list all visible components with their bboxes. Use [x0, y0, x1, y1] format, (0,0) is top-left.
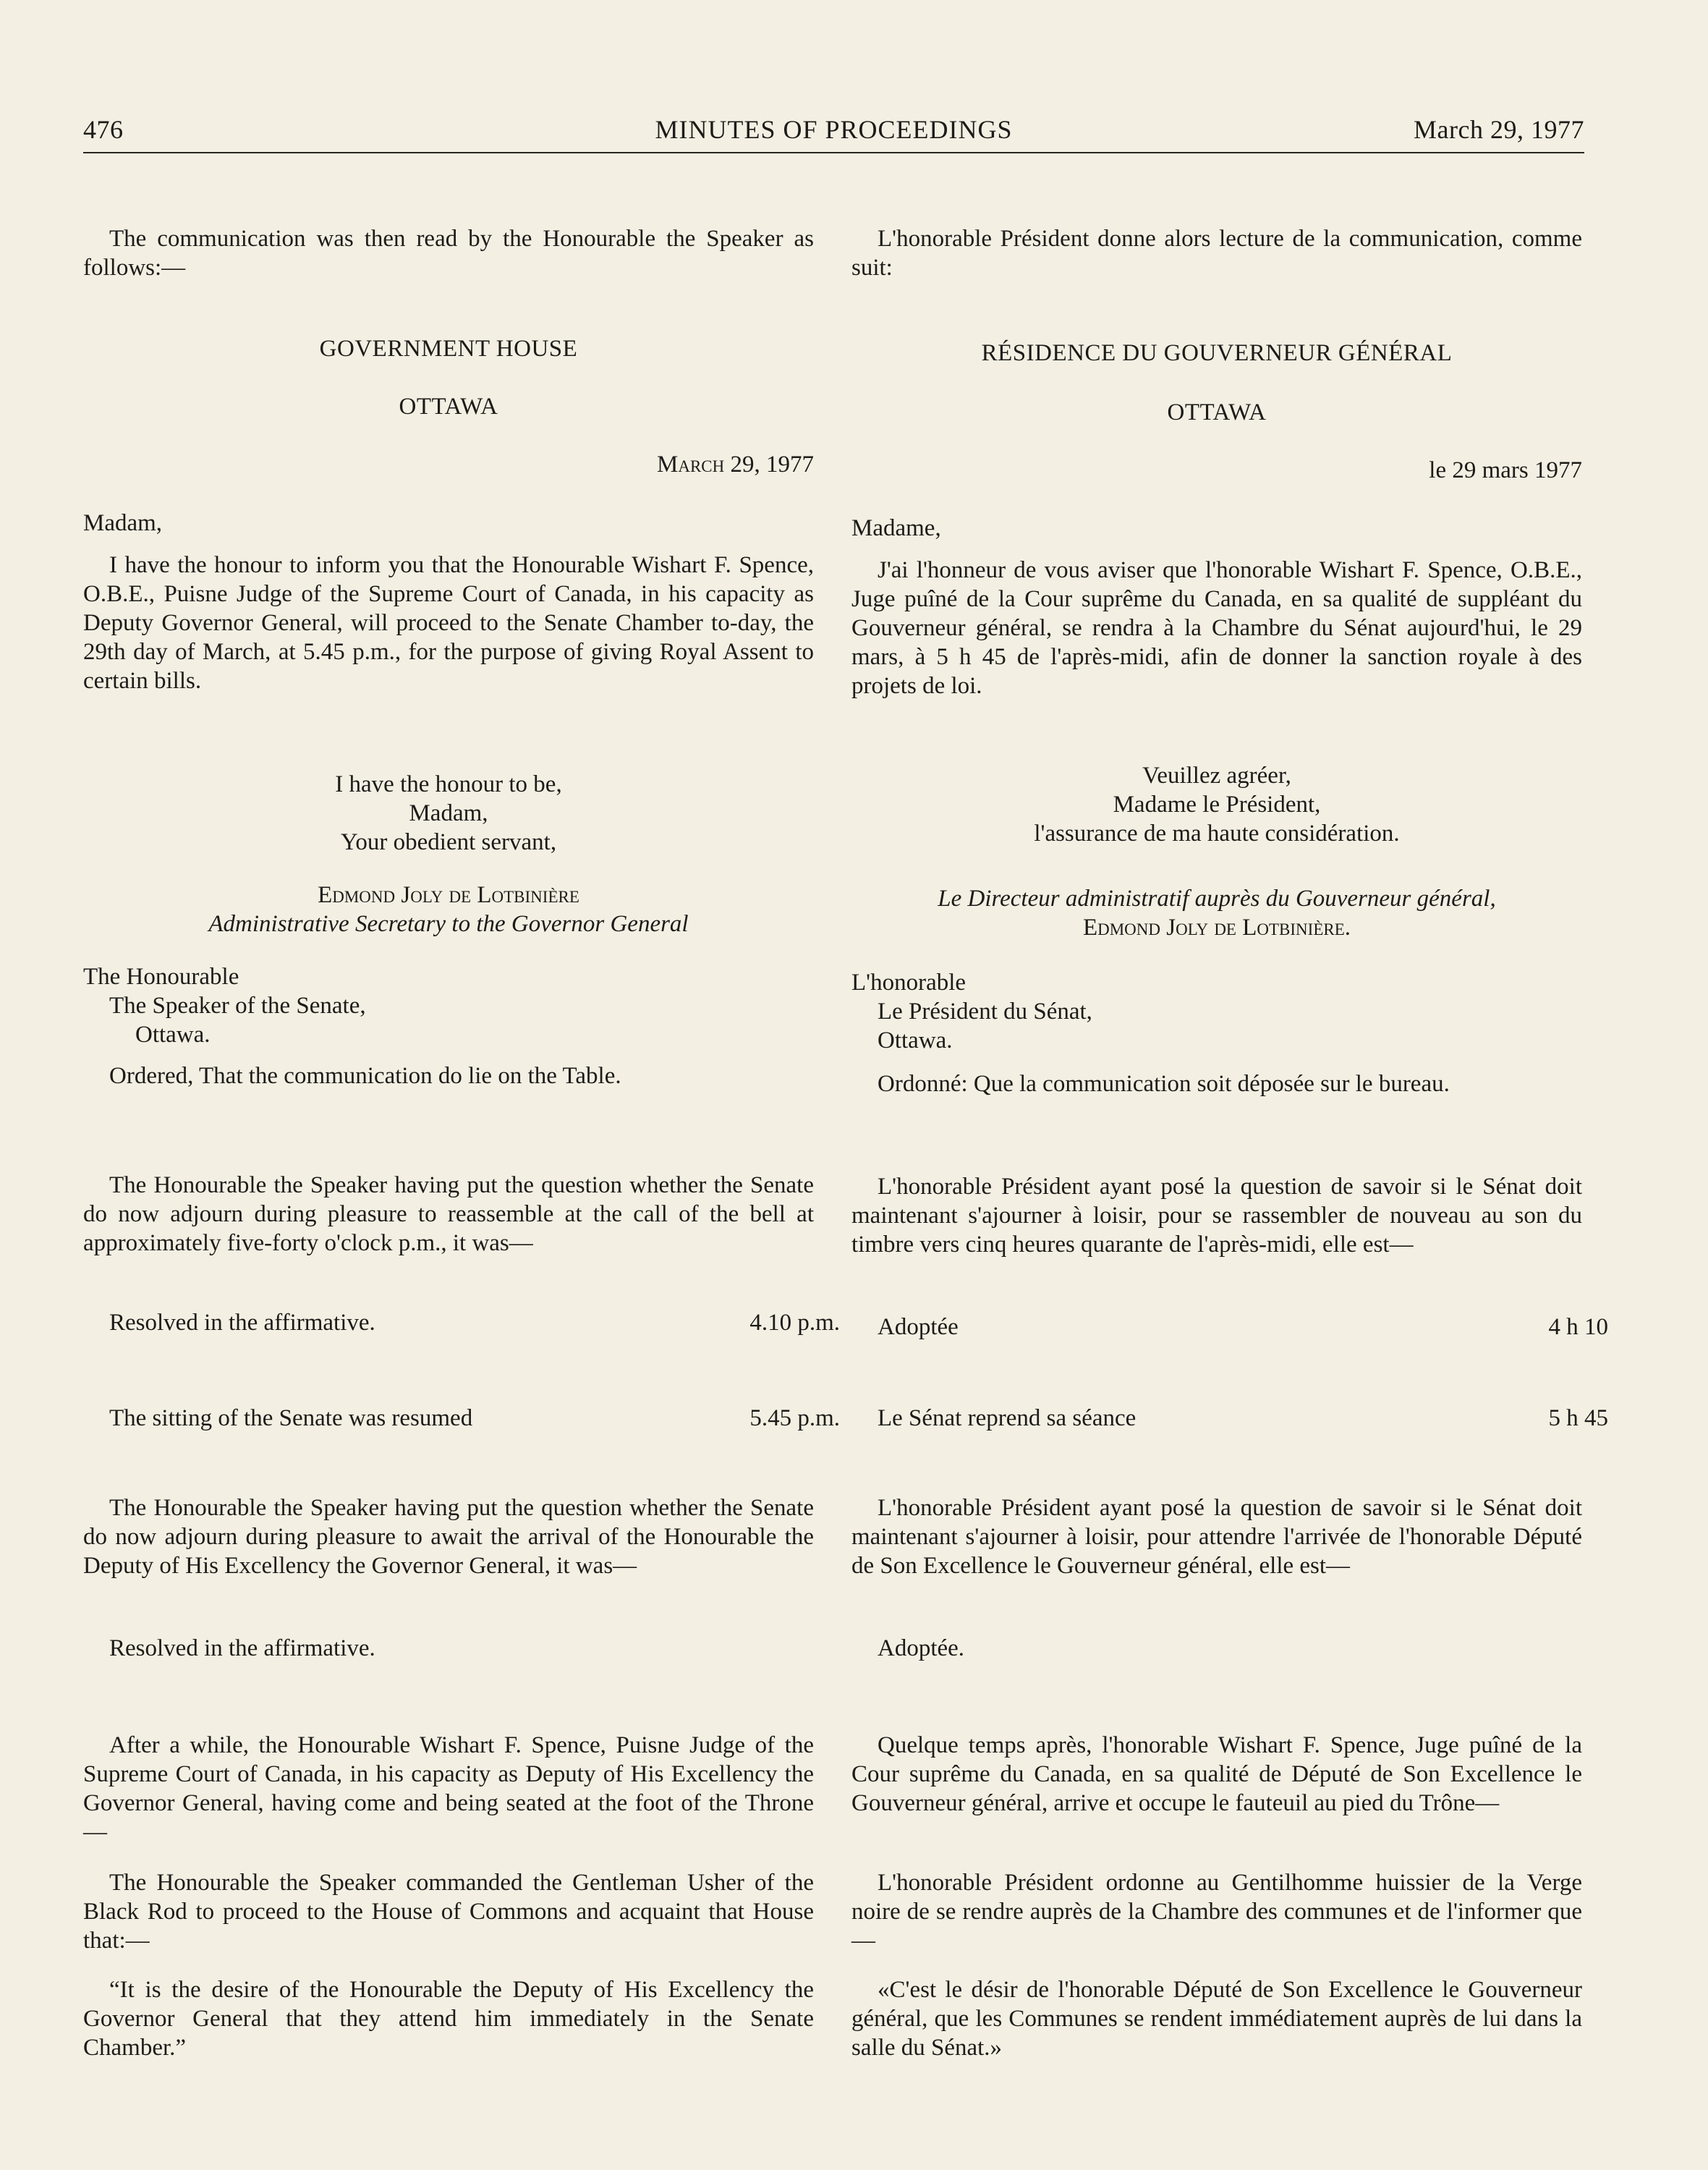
ordered-paragraph-fr: Ordonné: Que la communication soit déposée sur le bureau. [878, 1071, 1450, 1097]
resumed-row-fr [851, 1404, 1608, 1433]
salutation: Madam, [83, 510, 163, 536]
closing-line-3-fr: l'assurance de ma haute considération. [1034, 821, 1400, 847]
usher-paragraph-fr: L'honorable Président ordonne au Gentilhomme huissier de la Verge noire de se rendre auprès de la Chambre des communes et de l'informer que— [851, 1870, 1582, 1954]
letter-date: March 29, 1977 [657, 452, 814, 478]
closing-line-2: Madam, [409, 800, 488, 826]
time-stamp-2-fr: 5 h 45 [1548, 1405, 1608, 1431]
time-stamp-1-fr: 4 h 10 [1548, 1314, 1608, 1340]
adjourn-question-1: The Honourable the Speaker having put the question whether the Senate do now adjourn during pleasure to reassemble at the call of the bell at approximately five-forty o'clock p.m., it was— [83, 1172, 814, 1256]
signatory-title-fr: Le Directeur administratif auprès du Gouverneur général, [938, 886, 1496, 912]
resumed-text: The sitting of the Senate was resumed [109, 1405, 473, 1431]
signatory-name: Edmond Joly de Lotbinière [318, 882, 579, 908]
arrival-paragraph: After a while, the Honourable Wishart F. Spence, Puisne Judge of the Supreme Court of Canada, in his capacity as Deputy of His Excellency the Governor General, having come and being seated at the foot of the Throne— [83, 1732, 814, 1845]
letter-body-fr: J'ai l'honneur de vous aviser que l'honorable Wishart F. Spence, O.B.E., Juge puîné de la Cour suprême du Canada, en sa qualité de suppléant du Gouverneur général, se rendra à la Chambre du Sénat aujourd'hui, le 29 mars, à 5 h 45 de l'après-midi, afin de donner la sanction royale à des projets de loi. [851, 557, 1582, 699]
letter-body: I have the honour to inform you that the Honourable Wishart F. Spence, O.B.E., Puisne Judge of the Supreme Court of Canada, in his capacity as Deputy Governor General, will proceed to the Senate Chamber to-day, the 29th day of March, at 5.45 p.m., for the purpose of giving Royal Assent to certain bills. [83, 552, 814, 694]
resumed-row [83, 1404, 840, 1433]
resolved-text-1: Resolved in the affirmative. [109, 1310, 375, 1336]
ordered-paragraph: Ordered, That the communication do lie on the Table. [109, 1063, 621, 1089]
resolved-text-2: Resolved in the affirmative. [109, 1635, 375, 1661]
closing-line-1-fr: Veuillez agréer, [1142, 763, 1291, 789]
resumed-text-fr: Le Sénat reprend sa séance [878, 1405, 1136, 1431]
page-number: 476 [83, 115, 124, 144]
resolved-text-1-fr: Adoptée [878, 1314, 959, 1340]
signatory-title: Administrative Secretary to the Governor General [208, 911, 689, 937]
intro-paragraph: The communication was then read by the Honourable the Speaker as follows:— [83, 226, 814, 281]
letterhead-line-1: GOVERNMENT HOUSE [319, 336, 578, 362]
letter-date-fr: le 29 mars 1977 [1429, 457, 1582, 483]
time-stamp-1: 4.10 p.m. [749, 1310, 840, 1336]
running-title: MINUTES OF PROCEEDINGS [655, 115, 1013, 144]
intro-paragraph-fr: L'honorable Président donne alors lecture de la communication, comme suit: [851, 226, 1582, 281]
time-stamp-2: 5.45 p.m. [749, 1405, 840, 1431]
closing-line-1: I have the honour to be, [335, 771, 562, 797]
desire-quote-fr: «C'est le désir de l'honorable Député de Son Excellence le Gouverneur général, que les Communes se rendent immédiatement auprès de lui dans la salle du Sénat.» [851, 1977, 1582, 2061]
page-header [83, 114, 1584, 151]
resolved-row-1-fr [851, 1313, 1608, 1342]
running-date: March 29, 1977 [1414, 115, 1584, 144]
arrival-paragraph-fr: Quelque temps après, l'honorable Wishart F. Spence, Juge puîné de la Cour suprême du Canada, en sa qualité de Député de Son Excellence le Gouverneur général, arrive et occupe le fauteuil au pied du Trône— [851, 1732, 1582, 1816]
address-line-1: The Honourable [83, 964, 239, 990]
resolved-text-2-fr: Adoptée. [878, 1635, 965, 1661]
adjourn-question-1-fr: L'honorable Président ayant posé la question de savoir si le Sénat doit maintenant s'ajourner à loisir, pour se rassembler de nouveau au son du timbre vers cinq heures quarante de l'après-midi, elle est— [851, 1174, 1582, 1258]
adjourn-question-2-fr: L'honorable Président ayant posé la question de savoir si le Sénat doit maintenant s'ajourner à loisir, pour attendre l'arrivée de l'honorable Député de Son Excellence le Gouverneur général, elle est— [851, 1495, 1582, 1579]
desire-quote: “It is the desire of the Honourable the Deputy of His Excellency the Governor General that they attend him immediately in the Senate Chamber.” [83, 1977, 814, 2061]
address-line-3-fr: Ottawa. [878, 1027, 953, 1054]
address-line-3: Ottawa. [135, 1022, 211, 1048]
closing-line-3: Your obedient servant, [340, 829, 557, 855]
letterhead-line-2: OTTAWA [399, 394, 498, 420]
salutation-fr: Madame, [851, 515, 941, 541]
signatory-name-fr: Edmond Joly de Lotbinière. [1082, 915, 1351, 941]
resolved-row-1 [83, 1308, 840, 1337]
header-rule [83, 152, 1584, 153]
adjourn-question-2: The Honourable the Speaker having put the question whether the Senate do now adjourn during pleasure to await the arrival of the Honourable the Deputy of His Excellency the Governor General, it was— [83, 1495, 814, 1579]
address-line-1-fr: L'honorable [851, 970, 966, 996]
address-line-2-fr: Le Président du Sénat, [878, 999, 1092, 1025]
address-line-2: The Speaker of the Senate, [109, 993, 366, 1019]
letterhead-line-2-fr: OTTAWA [1167, 399, 1267, 425]
letterhead-line-1-fr: RÉSIDENCE DU GOUVERNEUR GÉNÉRAL [981, 340, 1453, 366]
usher-paragraph: The Honourable the Speaker commanded the Gentleman Usher of the Black Rod to proceed to the House of Commons and acquaint that House that:— [83, 1870, 814, 1954]
closing-line-2-fr: Madame le Président, [1113, 792, 1321, 818]
